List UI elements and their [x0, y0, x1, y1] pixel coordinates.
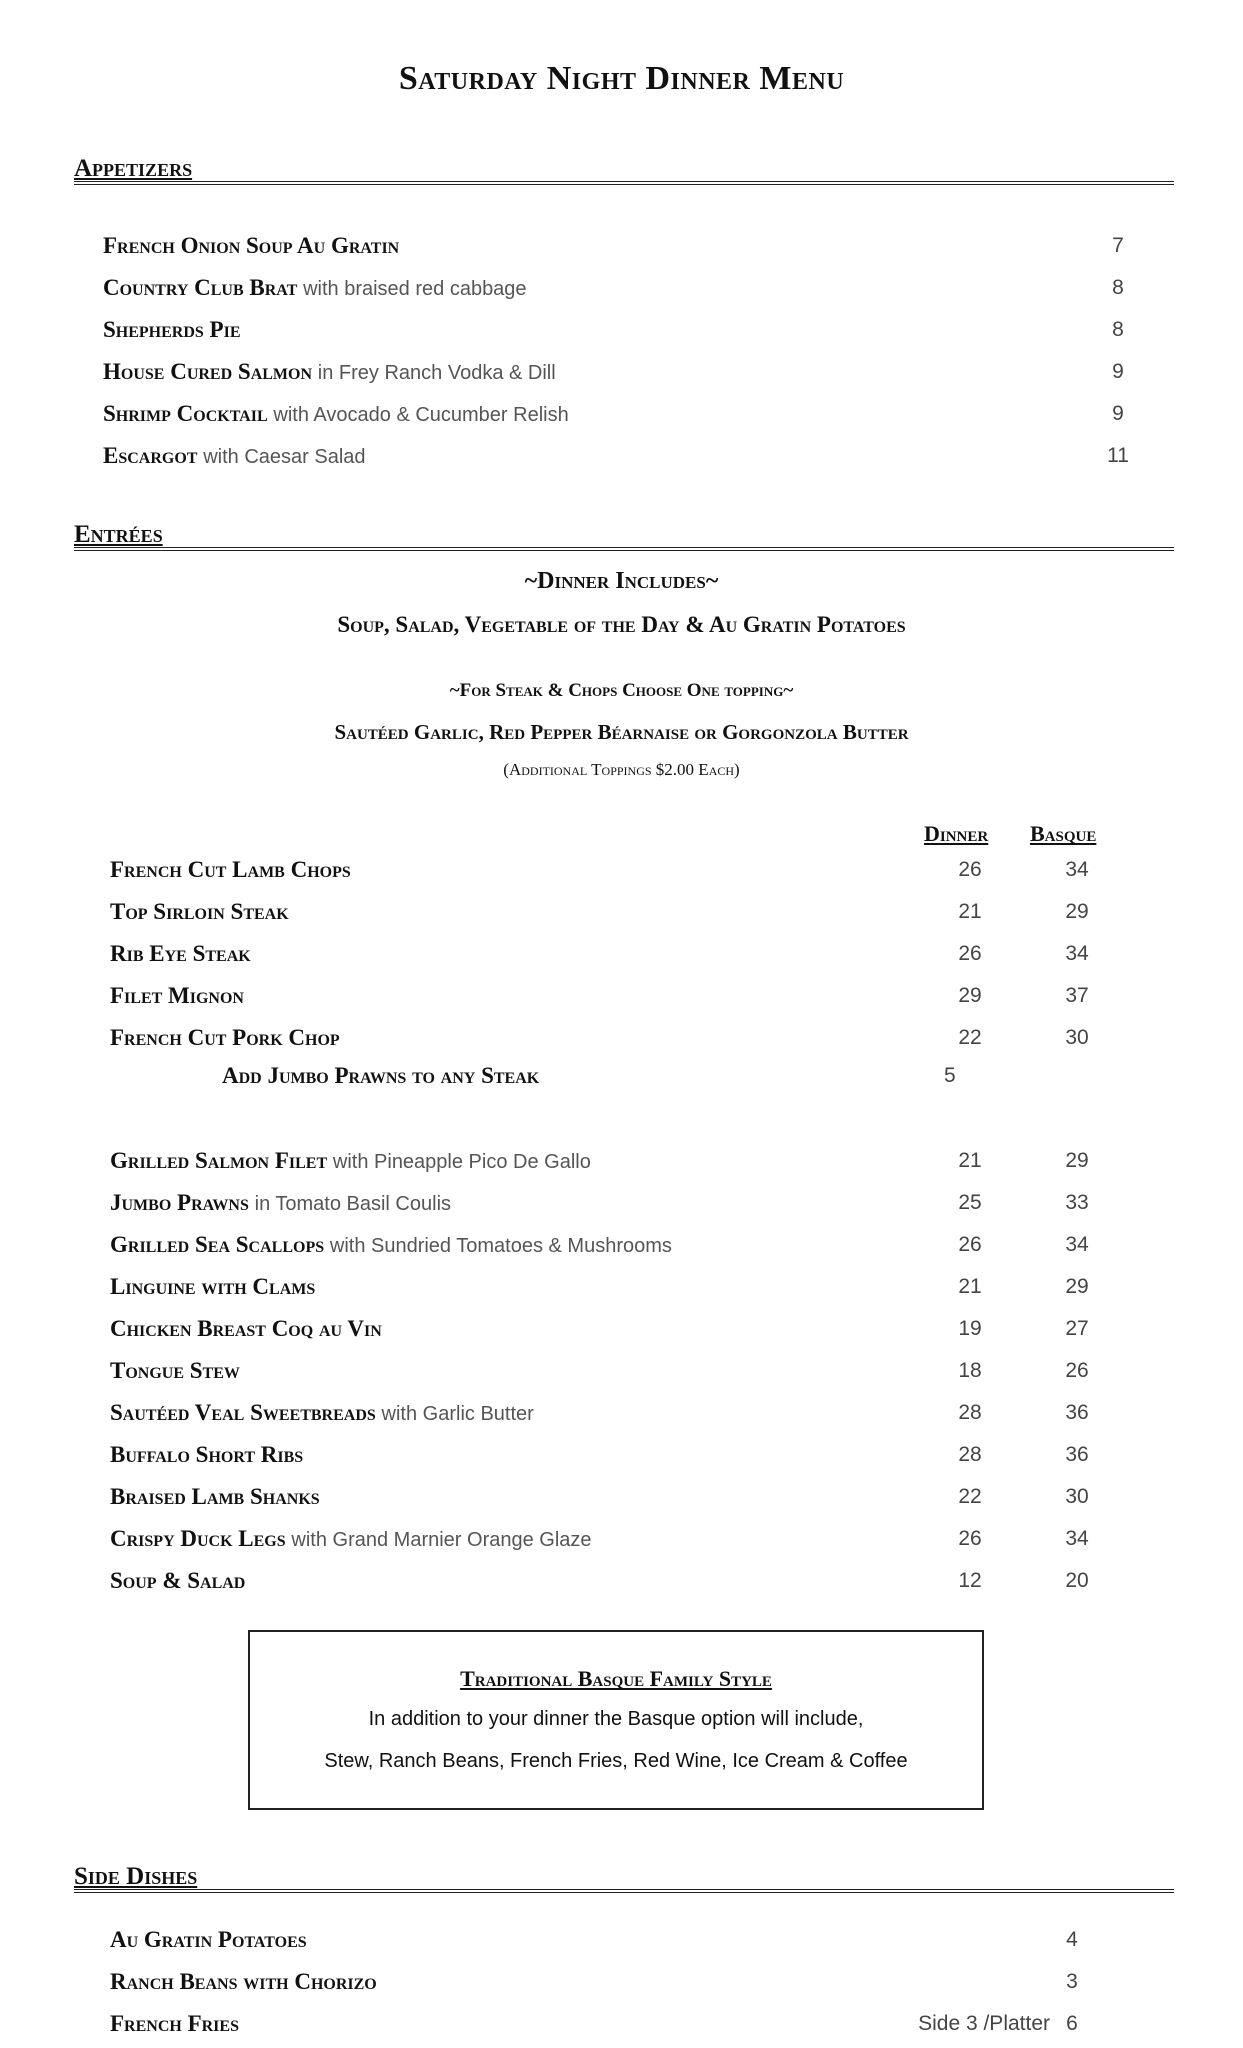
menu-item [103, 442, 366, 471]
includes-heading: ~Dinner Includes~ [524, 568, 719, 594]
dinner-price: 29 [958, 984, 982, 1007]
dinner-price: 21 [958, 900, 982, 923]
menu-item [110, 1926, 307, 1954]
basque-price: 30 [1065, 1485, 1089, 1508]
item-name: Shepherds Pie [103, 317, 241, 342]
basque-price: 34 [1065, 1527, 1089, 1550]
item-description: with Grand Marnier Orange Glaze [291, 1529, 592, 1551]
section-divider [74, 1889, 1174, 1893]
addon-name: Add Jumbo Prawns to any Steak [222, 1063, 540, 1088]
dinner-price: 26 [958, 1527, 982, 1550]
basque-price: 29 [1065, 1149, 1089, 1172]
item-name: Jumbo Prawns [110, 1190, 249, 1215]
item-price: 8 [1112, 318, 1124, 341]
item-name: Country Club Brat [103, 275, 298, 300]
item-description: in Tomato Basil Coulis [254, 1193, 452, 1215]
item-description: with Pineapple Pico De Gallo [332, 1151, 591, 1173]
item-name: Shrimp Cocktail [103, 401, 268, 426]
item-price: 11 [1107, 444, 1129, 467]
dinner-price: 25 [958, 1191, 982, 1214]
menu-item [110, 1357, 240, 1385]
menu-item [110, 1147, 591, 1176]
item-name: Crispy Duck Legs [110, 1526, 286, 1551]
basque-price: 34 [1065, 858, 1089, 881]
additional-toppings-note: (Additional Toppings $2.00 Each) [503, 760, 740, 779]
basque-price: 20 [1065, 1569, 1089, 1592]
section-appetizers [74, 154, 1174, 188]
menu-item [103, 400, 569, 429]
menu-item [103, 316, 241, 344]
menu-item [110, 1525, 592, 1554]
topping-heading: ~For Steak & Chops Choose One topping~ [449, 680, 794, 701]
basque-price: 30 [1065, 1026, 1089, 1049]
dinner-price: 19 [958, 1317, 982, 1340]
item-price: 8 [1112, 276, 1124, 299]
item-description: in Frey Ranch Vodka & Dill [317, 362, 556, 384]
item-name: Tongue Stew [110, 1358, 240, 1383]
basque-price: 37 [1065, 984, 1089, 1007]
item-name: Rib Eye Steak [110, 941, 251, 966]
item-name: Sautéed Veal Sweetbreads [110, 1400, 376, 1425]
basque-box-line1: In addition to your dinner the Basque option will include, [368, 1708, 864, 1730]
item-price: 9 [1112, 402, 1124, 425]
item-price: 6 [1066, 2012, 1078, 2035]
basque-price: 29 [1065, 900, 1089, 923]
basque-price: 27 [1065, 1317, 1089, 1340]
menu-item [110, 940, 251, 968]
section-label: Entrées [74, 521, 163, 548]
addon-row [222, 1062, 539, 1090]
dinner-price: 22 [958, 1485, 982, 1508]
basque-box-line2: Stew, Ranch Beans, French Fries, Red Wine, Ice Cream & Coffee [324, 1750, 908, 1772]
item-price: 4 [1066, 1928, 1078, 1951]
dinner-price: 26 [958, 942, 982, 965]
basque-price: 33 [1065, 1191, 1089, 1214]
item-price: 3 [1066, 1970, 1078, 1993]
section-sides [74, 1862, 1174, 1896]
menu-item [110, 1567, 245, 1595]
addon-price: 5 [944, 1064, 956, 1087]
item-price-note: Side 3 /Platter [918, 2012, 1050, 2035]
basque-price: 29 [1065, 1275, 1089, 1298]
page-title: Saturday Night Dinner Menu [398, 60, 845, 97]
section-label: Side Dishes [74, 1863, 198, 1890]
item-name: Filet Mignon [110, 983, 244, 1008]
dinner-price: 28 [958, 1401, 982, 1424]
item-name: Linguine with Clams [110, 1274, 316, 1299]
menu-item [110, 1231, 672, 1260]
item-name: Grilled Sea Scallops [110, 1232, 325, 1257]
menu-item [110, 856, 351, 884]
item-name: French Cut Pork Chop [110, 1025, 340, 1050]
basque-price: 26 [1065, 1359, 1089, 1382]
basque-box-heading: Traditional Basque Family Style [460, 1666, 772, 1691]
menu-item [110, 1399, 534, 1428]
dinner-price: 28 [958, 1443, 982, 1466]
dinner-price: 26 [958, 1233, 982, 1256]
item-description: with braised red cabbage [303, 278, 527, 300]
item-description: with Caesar Salad [203, 446, 366, 468]
menu-item [103, 274, 527, 303]
column-header-basque: Basque [1030, 821, 1097, 846]
item-price: 7 [1112, 234, 1124, 257]
item-name: Au Gratin Potatoes [110, 1927, 307, 1952]
dinner-price: 22 [958, 1026, 982, 1049]
dinner-price: 21 [958, 1275, 982, 1298]
dinner-price: 21 [958, 1149, 982, 1172]
item-description: with Sundried Tomatoes & Mushrooms [329, 1235, 672, 1257]
includes-line: Soup, Salad, Vegetable of the Day & Au Gratin Potatoes [337, 612, 906, 637]
menu-item [110, 2010, 239, 2038]
section-divider [74, 547, 1174, 551]
item-name: Buffalo Short Ribs [110, 1442, 304, 1467]
item-name: House Cured Salmon [103, 359, 313, 384]
basque-price: 36 [1065, 1443, 1089, 1466]
basque-price: 36 [1065, 1401, 1089, 1424]
menu-item [110, 898, 289, 926]
menu-item [110, 1273, 315, 1301]
topping-line: Sautéed Garlic, Red Pepper Béarnaise or Gorgonzola Butter [334, 720, 909, 744]
menu-item [110, 1024, 340, 1052]
dinner-price: 26 [958, 858, 982, 881]
item-name: French Fries [110, 2011, 239, 2036]
item-description: with Garlic Butter [381, 1403, 534, 1425]
menu-item [103, 358, 556, 387]
item-name: French Onion Soup Au Gratin [103, 233, 400, 258]
item-name: French Cut Lamb Chops [110, 857, 351, 882]
item-name: Escargot [103, 443, 198, 468]
item-name: Braised Lamb Shanks [110, 1484, 320, 1509]
item-price: 9 [1112, 360, 1124, 383]
item-description: with Avocado & Cucumber Relish [273, 404, 569, 426]
menu-item [103, 232, 399, 260]
basque-price: 34 [1065, 1233, 1089, 1256]
section-entrees [74, 520, 1174, 554]
menu-item [110, 982, 244, 1010]
basque-price: 34 [1065, 942, 1089, 965]
dinner-price: 12 [958, 1569, 982, 1592]
item-name: Top Sirloin Steak [110, 899, 289, 924]
item-name: Chicken Breast Coq au Vin [110, 1316, 382, 1341]
menu-item [110, 1315, 382, 1343]
item-name: Soup & Salad [110, 1568, 246, 1593]
item-name: Ranch Beans with Chorizo [110, 1969, 377, 1994]
basque-family-style-box [248, 1630, 984, 1810]
item-name: Grilled Salmon Filet [110, 1148, 328, 1173]
menu-item [110, 1968, 377, 1996]
dinner-price: 18 [958, 1359, 982, 1382]
menu-item [110, 1441, 303, 1469]
section-label: Appetizers [74, 155, 193, 182]
column-header-dinner: Dinner [924, 821, 989, 846]
section-divider [74, 181, 1174, 185]
menu-item [110, 1483, 320, 1511]
menu-item [110, 1189, 451, 1218]
